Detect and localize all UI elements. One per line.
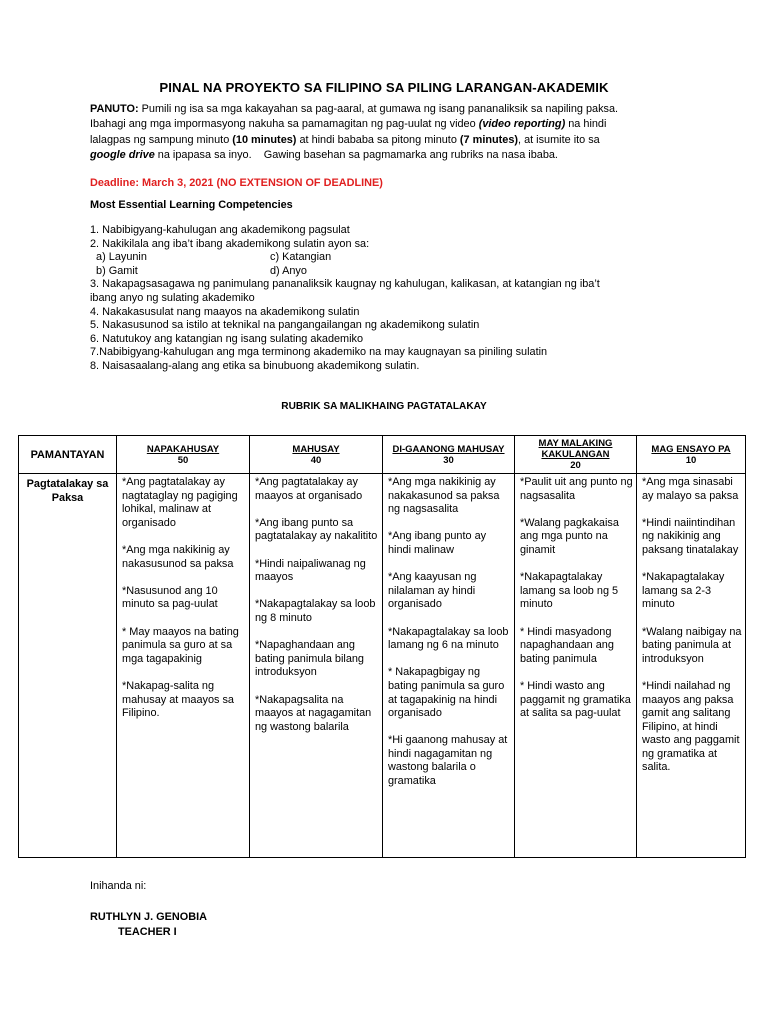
competency-item: 6. Natutukoy ang katangian ng isang sulating akademiko bbox=[90, 332, 364, 345]
instructions-line-1: PANUTO: Pumili ng isa sa mga kakayahan sa pag-aaral, at gumawa ng isang pananaliksik sa napiling paksa. bbox=[90, 103, 619, 115]
instructions-line-4: google drive na ipapasa sa inyo. Gawing basehan sa pagmamarka ang rubriks na nasa ibaba. bbox=[90, 149, 558, 162]
competency-item: 8. Naisasaalang-alang ang etika sa binubuong akademikong sulatin. bbox=[90, 359, 420, 372]
rubric-header-row bbox=[19, 436, 746, 474]
rubric-row bbox=[19, 474, 746, 858]
competency-item: 3. Nakapagsasagawa ng panimulang pananaliksik kaugnay ng kahulugan, kalikasan, at katangian ng iba’t bbox=[90, 278, 600, 291]
competency-item: 1. Nabibigyang-kahulugan ang akademikong pagsulat bbox=[90, 224, 350, 236]
rubric-criterion: Pagtatalakay sa Paksa bbox=[19, 474, 117, 858]
rubric-cell: *Ang pagtatalakay ay nagtataglay ng pagiging lohikal, malinaw at organisado *Ang mga nakikinig ay nakasusunod sa paksa *Nasusunod ang 10 minuto sa pag-uulat * May maayos na bating panimula sa guro at sa mga tagapakinig *Nakapag-salita ng mahusay at maayos sa Filipino. bbox=[117, 474, 250, 858]
competencies-heading: Most Essential Learning Competencies bbox=[90, 199, 293, 211]
instructions-line-3: lalagpas ng sampung minuto (10 minutes) at hindi bababa sa pitong minuto (7 minutes), at isumite ito sa bbox=[90, 133, 600, 146]
deadline-notice: Deadline: March 3, 2021 (NO EXTENSION OF DEADLINE) bbox=[90, 177, 383, 189]
rubric-cell: *Ang mga nakikinig ay nakakasunod sa paksa ng nagsasalita *Ang ibang punto ay hindi malinaw *Ang kaayusan ng nilalaman ay hindi organisado *Nakapagtalakay sa loob lamang ng 6 na minuto * Nakapagbigay ng bating panimula sa guro at tagapakinig na hindi organisado *Hi gaanong mahusay at hindi nagagamitan ng wastong balarila o gramatika bbox=[383, 474, 515, 858]
rubric-header-criteria: PAMANTAYAN bbox=[19, 436, 117, 474]
instructions-line-2: Ibahagi ang mga impormasyong nakuha sa pamamagitan ng pag-uulat ng video (video reporting) na hindi bbox=[90, 118, 607, 131]
prepared-by-label: Inihanda ni: bbox=[90, 880, 147, 892]
competencies-list bbox=[90, 224, 690, 374]
competency-item: 4. Nakakasusulat nang maayos na akademikong sulatin bbox=[90, 305, 360, 318]
signatory-role: TEACHER I bbox=[118, 926, 177, 938]
signatory-name: RUTHLYN J. GENOBIA bbox=[90, 911, 207, 923]
rubric-table bbox=[18, 435, 746, 858]
competency-item: ibang anyo ng sulating akademiko bbox=[90, 291, 255, 304]
competency-subitems: b) Gamit d) Anyo bbox=[90, 264, 307, 277]
rubric-header-level: DI-GAANONG MAHUSAY 30 bbox=[383, 436, 515, 474]
rubric-cell: *Ang pagtatalakay ay maayos at organisado *Ang ibang punto sa pagtatalakay ay nakalitito *Hindi naipaliwanag ng maayos *Nakapagtalakay sa loob ng 8 minuto *Napaghandaan ang bating panimula bilang introduksyon *Nakapagsalita na maayos at nagagamitan ng wastong balarila bbox=[250, 474, 383, 858]
document-title: PINAL NA PROYEKTO SA FILIPINO SA PILING LARANGAN-AKADEMIK bbox=[159, 80, 609, 95]
rubric-title: RUBRIK SA MALIKHAING PAGTATALAKAY bbox=[281, 401, 487, 412]
competency-item: 7.Nabibigyang-kahulugan ang mga terminong akademiko na may kaugnayan sa piniling sulatin bbox=[90, 346, 548, 359]
rubric-header-level: MAG ENSAYO PA 10 bbox=[637, 436, 746, 474]
rubric-cell: *Paulit uit ang punto ng nagsasalita *Walang pagkakaisa ang mga punto na ginamit *Nakapagtalakay lamang sa loob ng 5 minuto * Hindi masyadong napaghandaan ang bating panimula * Hindi wasto ang paggamit ng gramatika at salita sa pag-uulat bbox=[515, 474, 637, 858]
competency-subitems: a) Layunin c) Katangian bbox=[90, 251, 332, 264]
instructions bbox=[90, 102, 690, 164]
instructions-label: PANUTO: bbox=[90, 103, 139, 115]
rubric-header-level: MAY MALAKING KAKULANGAN 20 bbox=[515, 436, 637, 474]
rubric-header-level: NAPAKAHUSAY 50 bbox=[117, 436, 250, 474]
competency-item: 5. Nakasusunod sa istilo at teknikal na pangangailangan ng akademikong sulatin bbox=[90, 319, 480, 332]
competency-item: 2. Nakikilala ang iba’t ibang akademikong sulatin ayon sa: bbox=[90, 237, 370, 250]
rubric-cell: *Ang mga sinasabi ay malayo sa paksa *Hindi naiintindihan ng nakikinig ang paksang tinatalakay *Nakapagtalakay lamang sa 2-3 minuto *Walang naibigay na bating panimula at introduksyon *Hindi nailahad ng maayos ang paksa gamit ang salitang Filipino, at hindi wasto ang paggamit ng gramatika at salita. bbox=[637, 474, 746, 858]
rubric-header-level: MAHUSAY 40 bbox=[250, 436, 383, 474]
